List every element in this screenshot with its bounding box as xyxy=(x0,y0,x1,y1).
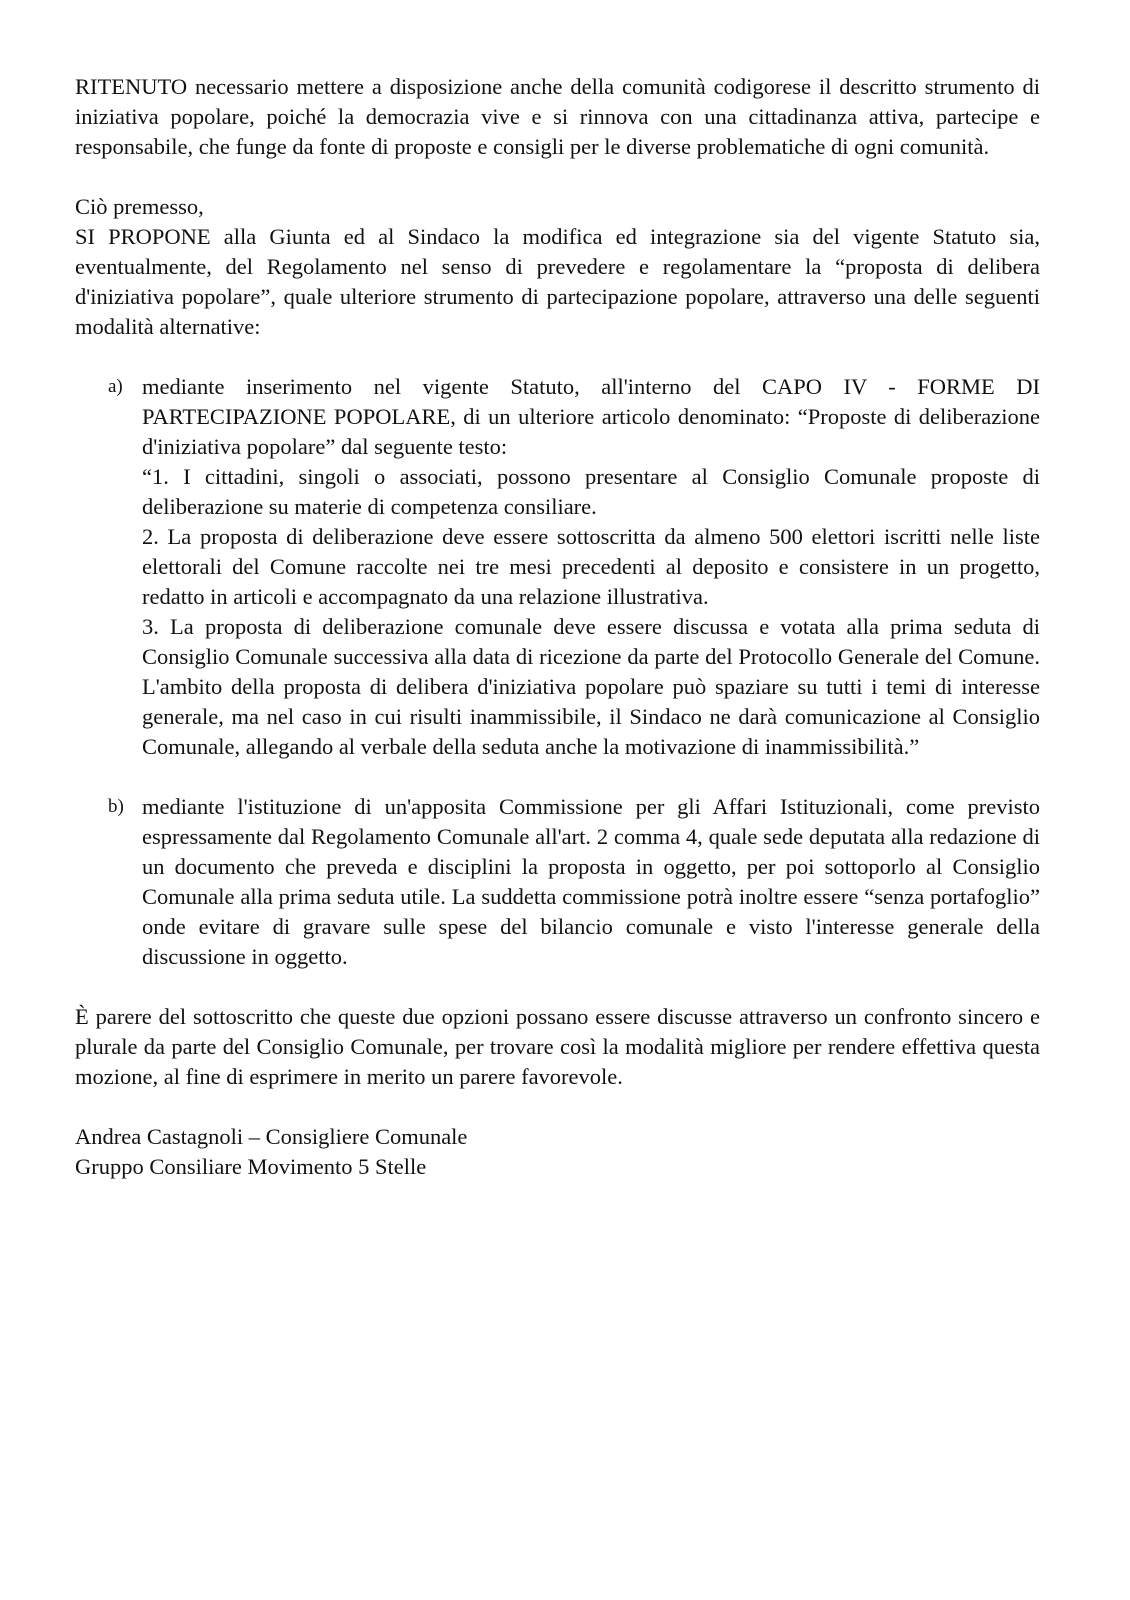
option-a-body xyxy=(142,372,1040,762)
spacer xyxy=(75,162,1040,192)
option-a-lead: mediante inserimento nel vigente Statuto, all'interno del CAPO IV - FORME DI PARTECIPAZIONE POPOLARE, di un ulteriore articolo denominato: “Proposte di deliberazione d'iniziativa popolare” dal seguente testo: xyxy=(142,374,1040,459)
option-a-marker: a) xyxy=(108,376,123,397)
option-a xyxy=(75,372,1040,762)
document-page xyxy=(75,72,1040,1182)
option-a-clause-3: 3. La proposta di deliberazione comunale deve essere discussa e votata alla prima seduta di Consiglio Comunale successiva alla data di ricezione da parte del Protocollo Generale del Comune. L'ambito della proposta di delibera d'iniziativa popolare può spaziare su tutti i temi di interesse generale, ma nel caso in cui risulti inammissibile, il Sindaco ne darà comunicazione al Consiglio Comunale, allegando al verbale della seduta anche la motivazione di inammissibilità.” xyxy=(142,614,1040,759)
options-list xyxy=(75,372,1040,972)
proposal-paragraph: SI PROPONE alla Giunta ed al Sindaco la modifica ed integrazione sia del vigente Statuto sia, eventualmente, del Regolamento nel senso di prevedere e regolamentare la “proposta di delibera d'iniziativa popolare”, quale ulteriore strumento di partecipazione popolare, attraverso una delle seguenti modalità alternative: xyxy=(75,224,1040,339)
spacer xyxy=(75,1092,1040,1122)
spacer xyxy=(75,342,1040,372)
spacer xyxy=(75,972,1040,1002)
option-a-clause-2: 2. La proposta di deliberazione deve essere sottoscritta da almeno 500 elettori iscritti nelle liste elettorali del Comune raccolte nei tre mesi precedenti al deposito e consistere in un progetto, redatto in articoli e accompagnato da una relazione illustrativa. xyxy=(142,524,1040,609)
closing-paragraph: È parere del sottoscritto che queste due opzioni possano essere discusse attraverso un confronto sincero e plurale da parte del Consiglio Comunale, per trovare così la modalità migliore per rendere effettiva questa mozione, al fine di esprimere in merito un parere favorevole. xyxy=(75,1004,1040,1089)
premise-line: Ciò premesso, xyxy=(75,194,204,219)
option-b xyxy=(75,792,1040,972)
option-b-body xyxy=(142,792,1040,972)
option-a-clause-1: “1. I cittadini, singoli o associati, possono presentare al Consiglio Comunale proposte di deliberazione su materie di competenza consiliare. xyxy=(142,464,1040,519)
option-b-marker: b) xyxy=(108,796,124,817)
intro-paragraph: RITENUTO necessario mettere a disposizione anche della comunità codigorese il descritto strumento di iniziativa popolare, poiché la democrazia vive e si rinnova con una cittadinanza attiva, partecipe e responsabile, che funge da fonte di proposte e consigli per le diverse problematiche di ogni comunità. xyxy=(75,74,1040,159)
signature-group: Gruppo Consiliare Movimento 5 Stelle xyxy=(75,1154,427,1179)
signature-name: Andrea Castagnoli – Consigliere Comunale xyxy=(75,1124,468,1149)
spacer xyxy=(75,762,1040,792)
option-b-text: mediante l'istituzione di un'apposita Commissione per gli Affari Istituzionali, come previsto espressamente dal Regolamento Comunale all'art. 2 comma 4, quale sede deputata alla redazione di un documento che preveda e disciplini la proposta in oggetto, per poi sottoporlo al Consiglio Comunale alla prima seduta utile. La suddetta commissione potrà inoltre essere “senza portafoglio” onde evitare di gravare sulle spese del bilancio comunale e visto l'interesse generale della discussione in oggetto. xyxy=(142,794,1040,969)
signature-block xyxy=(75,1122,1040,1182)
